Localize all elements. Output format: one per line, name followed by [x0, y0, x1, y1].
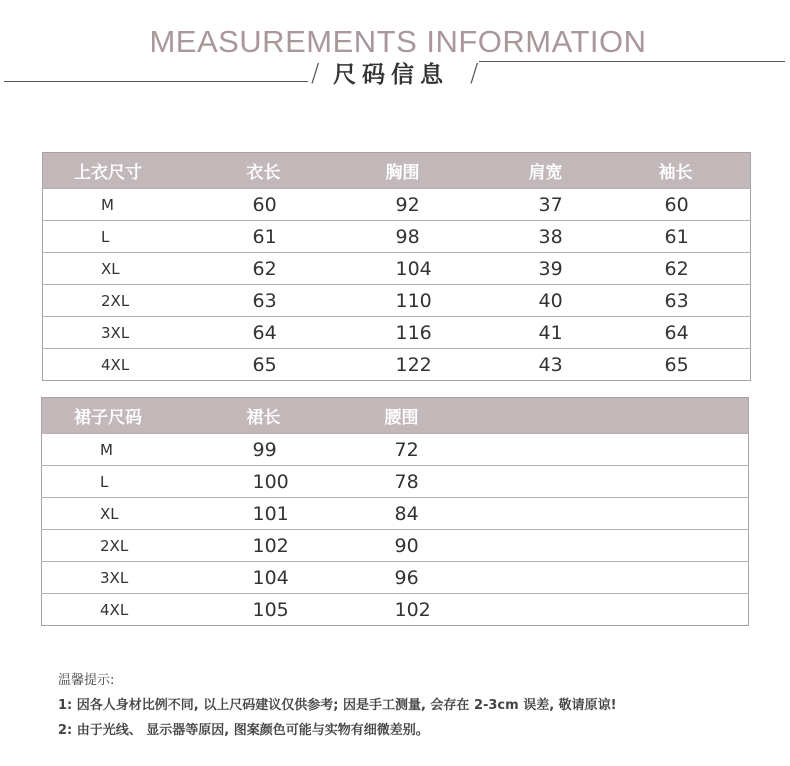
- header-skirt-length: 裙长: [246, 408, 281, 428]
- title-rule-left: [4, 81, 308, 82]
- shoulder-cell: 43: [493, 349, 625, 381]
- table-row: [43, 349, 751, 381]
- length-cell: 62: [209, 253, 350, 285]
- table-row: [43, 221, 751, 253]
- table-header-row: [43, 153, 751, 189]
- waist-cell: 102: [349, 594, 749, 626]
- skirt-length-cell: 102: [209, 530, 349, 562]
- note-line-1: 1: 因各人身材比例不同, 以上尺码建议仅供参考; 因是手工测量, 会存在 2-3cm 误差, 敬请原谅!: [58, 698, 617, 713]
- waist-cell: 72: [349, 434, 749, 466]
- chest-cell: 116: [350, 317, 493, 349]
- shoulder-cell: 40: [493, 285, 625, 317]
- table-row: [43, 317, 751, 349]
- page-title-cn: 尺码信息: [333, 62, 449, 88]
- notes-title: 温馨提示:: [58, 673, 115, 688]
- chest-cell: 92: [350, 189, 493, 221]
- skirt-length-cell: 99: [209, 434, 349, 466]
- waist-cell: 96: [349, 562, 749, 594]
- table-row: [43, 285, 751, 317]
- table-row: [42, 594, 749, 626]
- header-skirt-size: 裙子尺码: [74, 408, 142, 428]
- size-cell: 3XL: [42, 562, 209, 594]
- size-cell: XL: [43, 253, 209, 285]
- skirt-length-cell: 105: [209, 594, 349, 626]
- slash-right: /: [470, 58, 479, 87]
- chest-cell: 122: [350, 349, 493, 381]
- chest-cell: 104: [350, 253, 493, 285]
- sleeve-cell: 62: [625, 253, 751, 285]
- table-row: [42, 530, 749, 562]
- length-cell: 60: [209, 189, 350, 221]
- chest-cell: 98: [350, 221, 493, 253]
- title-rule-right: [479, 61, 785, 62]
- size-cell: M: [43, 189, 209, 221]
- table-row: [42, 466, 749, 498]
- header-shoulder: 肩宽: [528, 163, 563, 183]
- skirt-length-cell: 104: [209, 562, 349, 594]
- table-row: [42, 434, 749, 466]
- notes-block: [58, 668, 617, 743]
- table-header-row: [42, 398, 749, 434]
- size-cell: XL: [42, 498, 209, 530]
- page-title-en: MEASUREMENTS INFORMATION: [149, 24, 647, 59]
- sleeve-cell: 61: [625, 221, 751, 253]
- header-chest: 胸围: [385, 163, 420, 183]
- size-cell: 3XL: [43, 317, 209, 349]
- shoulder-cell: 37: [493, 189, 625, 221]
- table-row: [43, 253, 751, 285]
- size-cell: 2XL: [43, 285, 209, 317]
- size-cell: L: [43, 221, 209, 253]
- top-size-table: [42, 152, 751, 381]
- table-row: [42, 498, 749, 530]
- size-cell: 2XL: [42, 530, 209, 562]
- sleeve-cell: 60: [625, 189, 751, 221]
- waist-cell: 84: [349, 498, 749, 530]
- size-cell: L: [42, 466, 209, 498]
- chest-cell: 110: [350, 285, 493, 317]
- skirt-size-table: [41, 397, 749, 626]
- table-row: [43, 189, 751, 221]
- waist-cell: 78: [349, 466, 749, 498]
- table-row: [42, 562, 749, 594]
- size-cell: M: [42, 434, 209, 466]
- sleeve-cell: 64: [625, 317, 751, 349]
- skirt-length-cell: 100: [209, 466, 349, 498]
- shoulder-cell: 41: [493, 317, 625, 349]
- sleeve-cell: 63: [625, 285, 751, 317]
- length-cell: 65: [209, 349, 350, 381]
- sleeve-cell: 65: [625, 349, 751, 381]
- slash-left: /: [311, 58, 320, 87]
- length-cell: 61: [209, 221, 350, 253]
- shoulder-cell: 39: [493, 253, 625, 285]
- waist-cell: 90: [349, 530, 749, 562]
- size-cell: 4XL: [43, 349, 209, 381]
- note-line-2: 2: 由于光线、 显示器等原因, 图案颜色可能与实物有细微差别。: [58, 723, 429, 738]
- header-waist: 腰围: [384, 408, 419, 428]
- skirt-length-cell: 101: [209, 498, 349, 530]
- header-sleeve: 袖长: [658, 163, 693, 183]
- size-cell: 4XL: [42, 594, 209, 626]
- shoulder-cell: 38: [493, 221, 625, 253]
- header-length: 衣长: [246, 163, 281, 183]
- length-cell: 63: [209, 285, 350, 317]
- header-top-size: 上衣尺寸: [74, 163, 142, 183]
- length-cell: 64: [209, 317, 350, 349]
